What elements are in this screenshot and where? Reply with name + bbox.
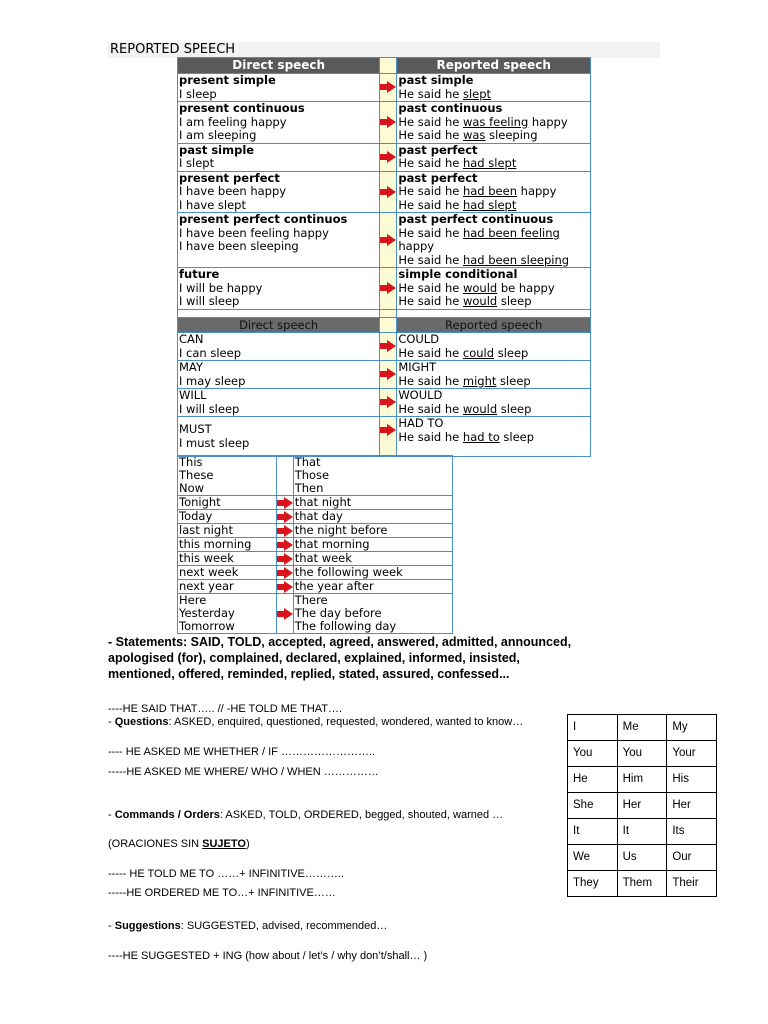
- tense-arrow-cell: [380, 102, 397, 144]
- tense-row: [178, 74, 591, 102]
- tense-arrow-cell: [380, 213, 397, 268]
- right-arrow-icon: [380, 396, 396, 408]
- tense-direct-cell: [178, 74, 380, 102]
- time-word-direct: [178, 510, 277, 524]
- time-word-direct: [178, 524, 277, 538]
- tense-direct-cell: [178, 143, 380, 171]
- time-words-table: [177, 455, 453, 634]
- time-word-direct-line: This: [179, 455, 203, 469]
- asked-whether-note: ---- HE ASKED ME WHETHER / IF ……………………..: [108, 746, 376, 758]
- pronoun-cell: We: [568, 845, 618, 871]
- time-word-row: [178, 594, 453, 634]
- time-word-direct-line: next week: [179, 565, 239, 579]
- statements-note: - Statements: SAID, TOLD, accepted, agreed, answered, admitted, announced, apologised (for), complained, declared, explained, informed, insisted, mentioned, offered, reminded, replied, stated, assured, confessed...: [108, 635, 572, 681]
- modal-direct-line: I must sleep: [179, 435, 250, 450]
- tense-reported-name: simple conditional: [398, 267, 518, 281]
- modal-reported-line: He said he had to sleep: [398, 429, 535, 444]
- tense-reported-example-line: He said he slept: [398, 86, 492, 101]
- modal-reported-line: MIGHT: [398, 360, 437, 374]
- modal-reported-cell: [397, 333, 591, 361]
- pronoun-cell: Us: [617, 845, 667, 871]
- time-word-reported-line: That: [294, 455, 321, 469]
- time-word-row: [178, 538, 453, 552]
- right-arrow-icon: [380, 186, 396, 198]
- modals-table: [177, 317, 591, 457]
- time-word-arrow-cell: [276, 510, 293, 524]
- pronoun-cell: Our: [667, 845, 717, 871]
- time-word-direct-line: next year: [179, 579, 234, 593]
- pronoun-cell: You: [617, 741, 667, 767]
- time-word-reported-line: the year after: [294, 579, 374, 593]
- time-word-reported: [293, 510, 452, 524]
- modal-arrow-cell: [380, 389, 397, 417]
- tense-reported-example-line: He said he had been feeling: [398, 225, 560, 240]
- right-arrow-icon: [277, 539, 293, 551]
- said-that-note: ----HE SAID THAT….. // -HE TOLD ME THAT….: [108, 703, 343, 715]
- tense-reported-example-line: He said he would be happy: [398, 280, 555, 295]
- oraciones-post: ): [245, 838, 250, 850]
- time-word-reported-line: The day before: [294, 606, 382, 620]
- time-word-reported-line: the following week: [294, 565, 403, 579]
- tenses-header-row: [178, 58, 591, 74]
- time-word-reported: [293, 566, 452, 580]
- modals-header-reported: Reported speech: [397, 318, 591, 333]
- right-arrow-icon: [380, 282, 396, 294]
- tense-row: [178, 102, 591, 144]
- pronoun-row: [568, 845, 717, 871]
- modal-reported-line: WOULD: [398, 388, 443, 402]
- pronoun-row: [568, 793, 717, 819]
- tense-reported-cell: [397, 213, 591, 268]
- time-word-arrow-cell: [276, 594, 293, 634]
- sujeto-word: SUJETO: [202, 838, 246, 850]
- time-word-reported: [293, 524, 452, 538]
- tense-reported-cell: [397, 143, 591, 171]
- tense-direct-example-line: I am sleeping: [179, 128, 257, 142]
- tense-direct-example-line: I will sleep: [179, 294, 240, 308]
- right-arrow-icon: [380, 151, 396, 163]
- time-word-arrow-cell: [276, 538, 293, 552]
- page-title: REPORTED SPEECH: [108, 42, 660, 58]
- pronoun-cell: He: [568, 767, 618, 793]
- modal-direct-cell: [178, 389, 380, 417]
- modal-direct-cell: [178, 361, 380, 389]
- time-word-row: [178, 524, 453, 538]
- modal-row: [178, 333, 591, 361]
- commands-label: Commands / Orders: [114, 809, 220, 821]
- pronoun-cell: I: [568, 715, 618, 741]
- tense-reported-cell: [397, 268, 591, 310]
- tense-direct-name: present continuous: [179, 101, 305, 115]
- time-word-row: [178, 496, 453, 510]
- right-arrow-icon: [380, 234, 396, 246]
- time-word-reported: [293, 456, 452, 496]
- statements-label: Statements:: [115, 635, 188, 649]
- time-word-row: [178, 566, 453, 580]
- pronoun-cell: Her: [617, 793, 667, 819]
- tenses-header-direct: Direct speech: [178, 58, 380, 74]
- tense-direct-cell: [178, 171, 380, 213]
- time-word-direct: [178, 552, 277, 566]
- time-word-direct: [178, 566, 277, 580]
- modal-row: [178, 417, 591, 457]
- time-word-direct: [178, 538, 277, 552]
- modal-direct-line: CAN: [179, 332, 204, 346]
- right-arrow-icon: [277, 497, 293, 509]
- modal-reported-line: He said he would sleep: [398, 401, 532, 416]
- time-word-reported-line: that day: [294, 509, 343, 523]
- time-word-reported-line: that night: [294, 495, 352, 509]
- pronoun-row: [568, 715, 717, 741]
- modal-reported-line: He said he might sleep: [398, 373, 531, 388]
- tenses-header-arrow-col: [380, 58, 397, 74]
- tense-reported-cell: [397, 74, 591, 102]
- pronoun-cell: It: [568, 819, 618, 845]
- time-word-row: [178, 510, 453, 524]
- time-word-reported-line: that morning: [294, 537, 370, 551]
- tense-direct-name: present perfect continuos: [179, 212, 348, 226]
- time-word-reported: [293, 538, 452, 552]
- tense-direct-name: future: [179, 267, 220, 281]
- time-word-arrow-cell: [276, 552, 293, 566]
- pronoun-row: [568, 741, 717, 767]
- time-word-arrow-cell: [276, 580, 293, 594]
- tense-direct-name: past simple: [179, 142, 255, 157]
- tense-direct-example-line: I have been sleeping: [179, 239, 299, 253]
- tense-arrow-cell: [380, 268, 397, 310]
- time-word-row: [178, 552, 453, 566]
- commands-text: : ASKED, TOLD, ORDERED, begged, shouted, warned …: [219, 809, 504, 821]
- modal-reported-line: COULD: [398, 332, 440, 346]
- pronoun-cell: Me: [617, 715, 667, 741]
- tense-direct-name: present perfect: [179, 170, 280, 185]
- modal-direct-line: WILL: [179, 388, 207, 402]
- modal-row: [178, 361, 591, 389]
- tense-reported-example-line: He said he had slept: [398, 156, 517, 170]
- commands-note: - Commands / Orders: ASKED, TOLD, ORDERED, begged, shouted, warned …: [108, 809, 504, 821]
- tense-reported-name: past perfect: [398, 170, 478, 185]
- pronoun-cell: Its: [667, 819, 717, 845]
- time-word-direct-line: this morning: [179, 537, 252, 551]
- tense-direct-example-line: I have been happy: [179, 184, 287, 198]
- modal-direct-cell: [178, 417, 380, 457]
- modal-row: [178, 389, 591, 417]
- tense-reported-example-line: happy: [398, 239, 435, 253]
- tense-arrow-cell: [380, 74, 397, 102]
- pronoun-row: [568, 819, 717, 845]
- time-word-reported-line: Then: [294, 481, 324, 495]
- pronoun-cell: Their: [667, 871, 717, 897]
- time-word-direct-line: last night: [179, 523, 233, 537]
- time-word-reported-line: There: [294, 593, 328, 607]
- modal-reported-line: HAD TO: [398, 416, 444, 430]
- time-word-direct-line: Now: [179, 481, 205, 495]
- time-word-reported: [293, 496, 452, 510]
- tenses-header-reported: Reported speech: [397, 58, 591, 74]
- time-word-arrow-cell: [276, 566, 293, 580]
- pronoun-row: [568, 767, 717, 793]
- tense-arrow-cell: [380, 171, 397, 213]
- pronouns-table: [567, 714, 717, 897]
- pronoun-cell: You: [568, 741, 618, 767]
- pronoun-cell: Your: [667, 741, 717, 767]
- tense-reported-name: past continuous: [398, 101, 503, 115]
- time-word-direct: [178, 496, 277, 510]
- tense-direct-cell: [178, 268, 380, 310]
- time-word-direct-line: this week: [179, 551, 234, 565]
- tense-direct-cell: [178, 102, 380, 144]
- modal-reported-cell: [397, 417, 591, 457]
- modal-arrow-cell: [380, 417, 397, 457]
- suggested-ing-note: ----HE SUGGESTED + ING (how about / let’s / why don’t/shall… ): [108, 950, 428, 962]
- pronoun-cell: Him: [617, 767, 667, 793]
- time-word-direct-line: These: [179, 468, 214, 482]
- right-arrow-icon: [277, 608, 293, 620]
- modal-direct-line: I can sleep: [179, 345, 241, 360]
- tense-row: [178, 143, 591, 171]
- modal-arrow-cell: [380, 333, 397, 361]
- pronoun-cell: They: [568, 871, 618, 897]
- modal-reported-cell: [397, 389, 591, 417]
- time-word-row: [178, 456, 453, 496]
- pronoun-cell: It: [617, 819, 667, 845]
- right-arrow-icon: [277, 567, 293, 579]
- modal-reported-cell: [397, 361, 591, 389]
- tense-reported-example-line: He said he was feeling happy: [398, 114, 568, 129]
- time-word-arrow-cell: [276, 456, 293, 496]
- tense-direct-example-line: I sleep: [179, 86, 217, 101]
- modals-header-row: [178, 318, 591, 333]
- right-arrow-icon: [277, 553, 293, 565]
- time-word-reported: [293, 580, 452, 594]
- questions-note: - Questions: ASKED, enquired, questioned, requested, wondered, wanted to know…: [108, 716, 524, 728]
- tense-direct-example-line: I have slept: [179, 197, 246, 212]
- modal-reported-line: He said he could sleep: [398, 345, 529, 360]
- time-word-direct-line: Tomorrow: [179, 619, 235, 633]
- time-word-arrow-cell: [276, 496, 293, 510]
- time-word-direct: [178, 580, 277, 594]
- time-word-direct: [178, 594, 277, 634]
- right-arrow-icon: [277, 581, 293, 593]
- time-word-direct: [178, 456, 277, 496]
- pronoun-cell: Them: [617, 871, 667, 897]
- tense-reported-cell: [397, 102, 591, 144]
- questions-label: Questions: [114, 716, 169, 728]
- pronoun-cell: His: [667, 767, 717, 793]
- tense-reported-cell: [397, 171, 591, 213]
- modals-header-arrow-col: [380, 318, 397, 333]
- time-word-arrow-cell: [276, 524, 293, 538]
- pronoun-cell: Her: [667, 793, 717, 819]
- tense-reported-example-line: He said he would sleep: [398, 294, 532, 308]
- right-arrow-icon: [380, 81, 396, 93]
- time-word-reported-line: Those: [294, 468, 330, 482]
- tense-reported-example-line: He said he had been sleeping: [398, 252, 570, 267]
- oraciones-pre: (ORACIONES SIN: [108, 838, 203, 850]
- questions-text: : ASKED, enquired, questioned, requested, wondered, wanted to know…: [168, 716, 524, 728]
- modal-direct-line: I may sleep: [179, 373, 246, 388]
- ordered-me-to-note: -----HE ORDERED ME TO…+ INFINITIVE……: [108, 887, 336, 899]
- right-arrow-icon: [380, 368, 396, 380]
- modal-direct-cell: [178, 333, 380, 361]
- right-arrow-icon: [277, 511, 293, 523]
- pronoun-cell: My: [667, 715, 717, 741]
- time-word-reported-line: The following day: [294, 619, 397, 633]
- modal-direct-line: I will sleep: [179, 401, 240, 416]
- tense-reported-name: past perfect: [398, 142, 478, 157]
- suggestions-note: - Suggestions: SUGGESTED, advised, recommended…: [108, 920, 388, 932]
- right-arrow-icon: [277, 525, 293, 537]
- tense-direct-example-line: I will be happy: [179, 280, 263, 295]
- time-word-reported-line: that week: [294, 551, 352, 565]
- tense-row: [178, 213, 591, 268]
- tense-arrow-cell: [380, 143, 397, 171]
- tenses-table: [177, 57, 591, 322]
- time-word-direct-line: Yesterday: [179, 606, 235, 620]
- pronoun-row: [568, 871, 717, 897]
- right-arrow-icon: [380, 340, 396, 352]
- time-word-reported: [293, 594, 452, 634]
- tense-row: [178, 268, 591, 310]
- tense-reported-name: past simple: [398, 73, 474, 87]
- tense-direct-cell: [178, 213, 380, 268]
- pronoun-cell: She: [568, 793, 618, 819]
- time-word-direct-line: Here: [179, 593, 207, 607]
- time-word-direct-line: Today: [179, 509, 213, 523]
- tense-reported-example-line: He said he had been happy: [398, 184, 557, 198]
- tense-direct-name: present simple: [179, 73, 276, 87]
- tense-row: [178, 171, 591, 213]
- right-arrow-icon: [380, 116, 396, 128]
- time-word-row: [178, 580, 453, 594]
- modal-arrow-cell: [380, 361, 397, 389]
- tense-direct-example-line: I have been feeling happy: [179, 225, 329, 240]
- tense-direct-example-line: I slept: [179, 156, 215, 170]
- oraciones-note: [108, 837, 250, 851]
- modals-header-direct: Direct speech: [178, 318, 380, 333]
- asked-where-note: -----HE ASKED ME WHERE/ WHO / WHEN ……………: [108, 766, 379, 778]
- right-arrow-icon: [380, 424, 396, 436]
- modal-direct-line: MAY: [179, 360, 203, 374]
- told-me-to-note: ----- HE TOLD ME TO ……+ INFINITIVE………..: [108, 868, 345, 880]
- tense-reported-example-line: He said he had slept: [398, 197, 517, 212]
- time-word-direct-line: Tonight: [179, 495, 221, 509]
- statements-text: SAID, TOLD, accepted, agreed, answered, admitted, announced, apologised (for), complained, declared, explained, informed, insisted, mentioned, offered, reminded, replied, stated, assured, confessed...: [108, 635, 572, 681]
- modal-direct-line: MUST: [179, 422, 212, 436]
- time-word-reported-line: the night before: [294, 523, 388, 537]
- tense-reported-name: past perfect continuous: [398, 212, 554, 226]
- tense-direct-example-line: I am feeling happy: [179, 114, 287, 129]
- time-word-reported: [293, 552, 452, 566]
- suggestions-label: Suggestions: [114, 920, 181, 932]
- tense-reported-example-line: He said he was sleeping: [398, 128, 538, 142]
- suggestions-text: : SUGGESTED, advised, recommended…: [180, 920, 388, 932]
